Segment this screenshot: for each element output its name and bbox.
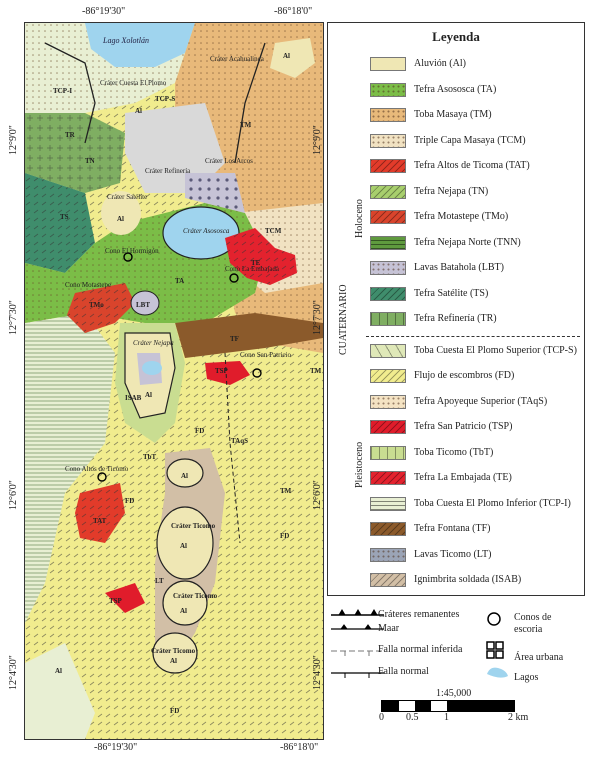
label-ts: TS — [60, 213, 69, 221]
geologic-map[interactable] — [24, 22, 324, 740]
label-tsp: TSP — [109, 597, 122, 605]
symbol-lagos: Lagos — [514, 672, 539, 683]
coord-right-3: 12°6'0" — [312, 480, 323, 510]
legend-swatch — [370, 548, 406, 562]
legend-swatch — [370, 159, 406, 173]
coord-left-2: 12°7'30" — [8, 300, 19, 335]
legend-swatch — [370, 57, 406, 71]
legend-swatch — [370, 395, 406, 409]
label-al: Al — [145, 391, 152, 399]
lake-icon — [487, 668, 508, 678]
label-al: Al — [180, 542, 187, 550]
symbol-falla-inferida: Falla normal inferida — [378, 644, 463, 655]
label-crater-ticomo-1: Cráter Ticomo — [171, 522, 216, 530]
legend-label: Tefra San Patricio (TSP) — [414, 421, 513, 432]
legend-label: Tefra Altos de Ticoma (TAT) — [414, 160, 530, 171]
urban-icon — [487, 642, 494, 649]
label-al: Al — [117, 215, 124, 223]
legend-swatch — [370, 134, 406, 148]
legend-swatch — [370, 471, 406, 485]
label-tcp-i: TCP-I — [53, 87, 73, 95]
lake-nejapa[interactable] — [142, 361, 162, 375]
legend-swatch — [370, 210, 406, 224]
label-al: Al — [180, 607, 187, 615]
legend-label: Tefra Refinería (TR) — [414, 313, 497, 324]
coord-bottom-right: -86°18'0" — [280, 742, 319, 753]
label-taqs: TAqS — [231, 437, 248, 445]
legend-label: Toba Cuesta El Plomo Superior (TCP-S) — [414, 344, 577, 356]
legend-swatch — [370, 185, 406, 199]
coord-left-4: 12°4'30" — [8, 655, 19, 690]
legend-swatch — [370, 420, 406, 434]
legend-panel — [327, 22, 585, 596]
label-tmo: TMo — [89, 301, 104, 309]
label-crater-asososca: Cráter Asososca — [183, 227, 230, 235]
legend-swatch — [370, 369, 406, 383]
legend-label: Tefra Apoyeque Superior (TAqS) — [414, 395, 548, 407]
legend-divider — [366, 336, 580, 337]
symbol-icons — [486, 610, 510, 682]
label-cono-embajada: Cono La Embajada — [225, 265, 280, 273]
label-al: Al — [135, 107, 142, 115]
label-al: Al — [283, 52, 290, 60]
legend-swatch — [370, 236, 406, 250]
label-crater-ticomo-3: Cráter Ticomo — [151, 647, 196, 655]
label-crater-satelite: Cráter Satélite — [107, 193, 148, 201]
label-crater-nejapa: Cráter Nejapa — [133, 339, 174, 347]
scale-bar — [381, 700, 515, 712]
label-ta: TA — [175, 277, 185, 285]
label-fd: FD — [280, 532, 290, 540]
label-fd: FD — [170, 707, 180, 715]
label-tat: TAT — [93, 517, 107, 525]
label-crater-cuesta: Cráter Cuesta El Plomo — [100, 79, 167, 87]
symbol-maar: Maar — [378, 623, 400, 634]
symbol-falla-normal: Falla normal — [378, 666, 429, 677]
label-tcp-s: TCP-S — [155, 95, 176, 103]
label-cono-sanpatricio: Cono San Patricio — [240, 351, 291, 359]
coord-bottom-left: -86°19'30" — [94, 742, 138, 753]
legend-swatch — [370, 522, 406, 536]
coord-right-2: 12°7'30" — [312, 300, 323, 335]
label-tm: TM — [280, 487, 292, 495]
legend-swatch — [370, 446, 406, 460]
legend-group-pleistoceno: Pleistoceno — [354, 441, 365, 488]
legend-swatch — [370, 261, 406, 275]
label-tn: TN — [85, 157, 95, 165]
label-fd: FD — [195, 427, 205, 435]
scale-tick-2: 2 km — [508, 712, 529, 723]
crater-ticomo-south[interactable] — [163, 581, 207, 625]
legend-swatch — [370, 497, 406, 511]
label-tf: TF — [230, 335, 239, 343]
label-crater-arcos: Cráter Los Arcos — [205, 157, 253, 165]
scale-tick-1: 1 — [444, 712, 449, 723]
legend-swatch — [370, 287, 406, 301]
legend-label: Tefra La Embajada (TE) — [414, 472, 512, 483]
scale-ratio: 1:45,000 — [436, 688, 472, 699]
legend-title: Leyenda — [432, 29, 480, 44]
label-tsp: TSP — [215, 367, 228, 375]
legend-swatch — [370, 573, 406, 587]
label-crater-refineria: Cráter Refinería — [145, 167, 191, 175]
label-isab: ISAB — [125, 394, 142, 402]
cone-icon — [488, 613, 500, 625]
legend-group-cuaternario: CUATERNARIO — [338, 284, 349, 355]
legend-label: Triple Capa Masaya (TCM) — [414, 134, 526, 146]
legend-label: Lavas Ticomo (LT) — [414, 548, 492, 560]
label-tm: TM — [310, 367, 322, 375]
legend-label: Tefra Nejapa (TN) — [414, 185, 489, 197]
label-al: Al — [181, 472, 188, 480]
legend-label: Toba Cuesta El Plomo Inferior (TCP-I) — [414, 497, 571, 509]
coord-top-right: -86°18'0" — [274, 6, 313, 17]
scale-tick-05: 0.5 — [406, 712, 419, 723]
coord-top-left: -86°19'30" — [82, 6, 126, 17]
label-cono-hormigon: Cono El Hormigón — [105, 247, 159, 255]
label-te: TE — [251, 259, 261, 267]
legend-swatch — [370, 108, 406, 122]
label-crater-ticomo-2: Cráter Ticomo — [173, 592, 218, 600]
label-fd: FD — [125, 497, 135, 505]
legend-label: Tefra Nejapa Norte (TNN) — [414, 236, 521, 248]
symbol-conos-1: Conos de — [514, 612, 552, 623]
symbol-conos-2: escoria — [514, 624, 543, 635]
label-lbt: LBT — [136, 301, 151, 309]
label-tcm: TCM — [265, 227, 282, 235]
legend-label: Lavas Batahola (LBT) — [414, 262, 504, 273]
coord-right-4: 12°4'30" — [312, 655, 323, 690]
legend-swatch — [370, 344, 406, 358]
legend-label: Toba Ticomo (TbT) — [414, 446, 494, 458]
legend-label: Tefra Motastepe (TMo) — [414, 211, 509, 222]
legend-group-holoceno: Holoceno — [354, 199, 365, 238]
coord-left-1: 12°9'0" — [8, 125, 19, 155]
legend-label: Ignimbrita soldada (ISAB) — [414, 574, 522, 585]
legend-label: Flujo de escombros (FD) — [414, 370, 515, 381]
coord-left-3: 12°6'0" — [8, 480, 19, 510]
legend-label: Toba Masaya (TM) — [414, 109, 492, 120]
legend-swatch — [370, 83, 406, 97]
coord-right-1: 12°9'0" — [312, 125, 323, 155]
label-tbt: TbT — [143, 453, 157, 461]
symbol-crateres: Cráteres remanentes — [378, 609, 460, 620]
map-canvas — [25, 23, 323, 739]
label-tr: TR — [65, 131, 75, 139]
symbol-urbana: Área urbana — [514, 652, 564, 663]
label-lt: LT — [155, 577, 164, 585]
label-cono-altos: Cono Altos de Ticomo — [65, 465, 129, 473]
legend-label: Tefra Satélite (TS) — [414, 287, 489, 299]
label-al: Al — [170, 657, 177, 665]
label-tm: TM — [240, 121, 252, 129]
label-crater-acahualinca: Cráter Acahualinca — [210, 55, 264, 63]
label-cono-motastepe: Cono Motastepe — [65, 281, 112, 289]
label-lago-xolotlan: Lago Xolotlán — [103, 36, 150, 45]
legend-label: Tefra Fontana (TF) — [414, 523, 491, 534]
legend-label: Aluvión (Al) — [414, 58, 466, 69]
label-al: Al — [55, 667, 62, 675]
scale-tick-0: 0 — [379, 712, 384, 723]
legend-swatch — [370, 312, 406, 326]
legend-label: Tefra Asososca (TA) — [414, 83, 497, 95]
